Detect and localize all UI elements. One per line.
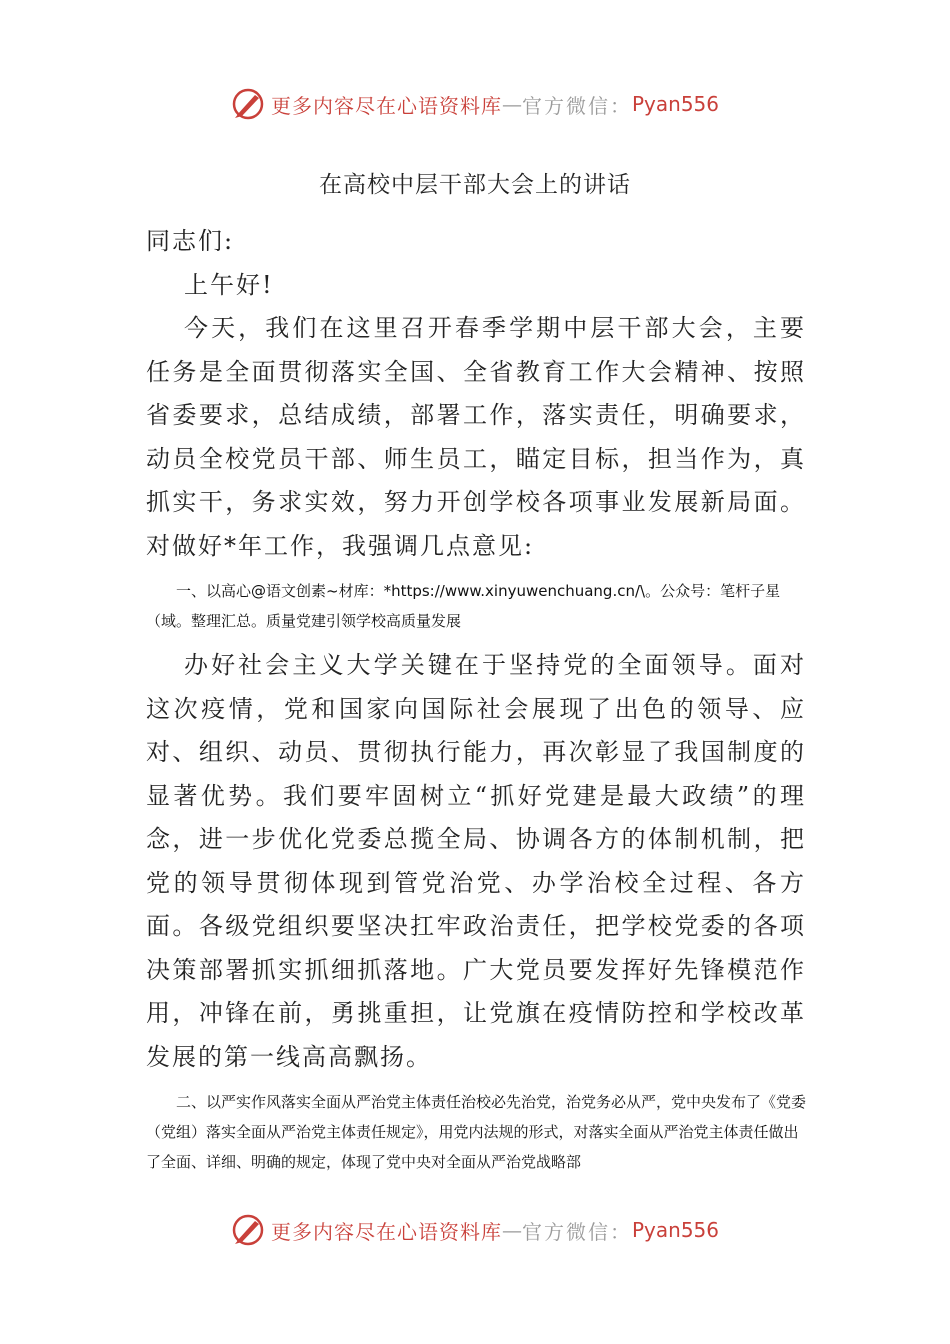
banner-brand: 更多内容尽在心语资料库 — [270, 93, 502, 118]
banner-brand: 更多内容尽在心语资料库 — [270, 1219, 502, 1244]
banner-wechat-id: Pyan556 — [631, 1218, 719, 1242]
intro-paragraph: 今天，我们在这里召开春季学期中层干部大会，主要任务是全面贯彻落实全国、全省教育工作大会精神、按照省委要求，总结成绩，部署工作，落实责任，明确要求，动员全校党员干部、师生员工，瞄定目标，担当作为，真抓实干，务求实效，努力开创学校各项事业发展新局面。对做好*年工作，我强调几点意见: — [146, 314, 806, 560]
document-body — [146, 220, 806, 1177]
salutation: 同志们: — [146, 227, 235, 255]
footer-banner — [0, 1208, 950, 1252]
greeting: 上午好! — [184, 270, 274, 299]
section1-paragraph: 办好社会主义大学关键在于坚持党的全面领导。面对这次疫情，党和国家向国际社会展现了出色的领导、应对、组织、动员、贯彻执行能力，再次彰显了我国制度的显著优势。我们要牢固树立“抓好党建是最大政绩”的理念，进一步优化党委总揽全局、协调各方的体制机制，把党的领导贯彻体现到管党治党、办学治校全过程、各方面。各级党组织要坚决扛牢政治责任，把学校党委的各项决策部署抓实抓细抓落地。广大党员要发挥好先锋模范作用，冲锋在前，勇挑重担，让党旗在疫情防控和学校改革发展的第一线高高飘扬。 — [146, 651, 806, 1071]
banner-wechat-id: Pyan556 — [631, 92, 719, 116]
section1-heading: 一、以高心@语文创素~材库：*https://www.xinyuwenchuang.cn/\。公众号：笔杆子星（域。整理汇总。质量党建引领学校高质量发展 — [146, 582, 781, 630]
banner-wechat-label: 官方微信： — [521, 93, 632, 118]
section2-paragraph: 二、以严实作风落实全面从严治党主体责任治校必先治党，治党务必从严，党中央发布了《党委（党组）落实全面从严治党主体责任规定》，用党内法规的形式，对落实全面从严治党主体责任做出了全面、详细、明确的规定，体现了党中央对全面从严治党战略部 — [146, 1093, 807, 1171]
page-title: 在高校中层干部大会上的讲话 — [319, 172, 631, 198]
header-banner — [0, 82, 950, 126]
banner-dash: — — [501, 1218, 522, 1242]
pen-logo-icon — [231, 1213, 265, 1247]
pen-logo-icon — [231, 87, 265, 121]
banner-dash: — — [501, 92, 522, 116]
banner-wechat-label: 官方微信： — [521, 1219, 632, 1244]
